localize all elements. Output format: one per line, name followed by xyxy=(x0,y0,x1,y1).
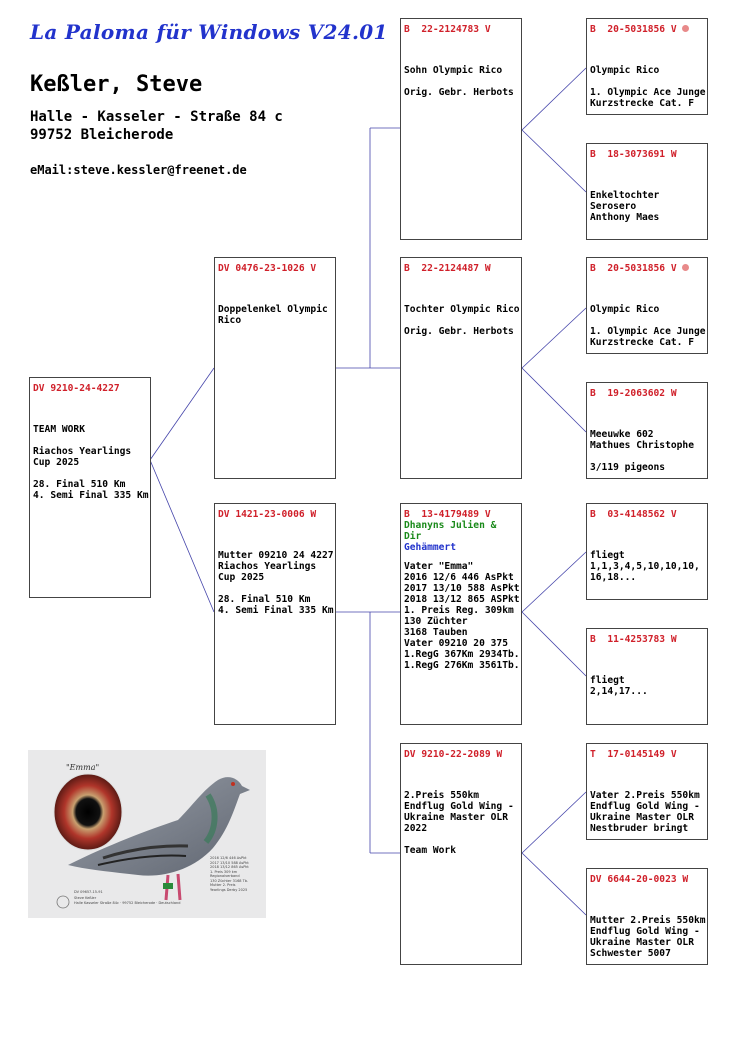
breeder-note: Gehämmert xyxy=(404,542,456,553)
ring-number: B 22-2124783 V xyxy=(404,24,491,35)
pigeon-notes: fliegt 1,1,3,4,5,10,10,10, 16,18... xyxy=(590,550,700,583)
pigeon-notes: Enkeltochter Serosero Anthony Maes xyxy=(590,190,660,223)
pigeon-card-mmf[interactable] xyxy=(586,743,708,840)
ring-number: B 20-5031856 V xyxy=(590,263,704,274)
pigeon-card-main[interactable] xyxy=(29,377,151,598)
pigeon-card-fmm[interactable] xyxy=(586,382,708,479)
pigeon-card-fm[interactable] xyxy=(400,257,522,479)
pigeon-notes: TEAM WORK Riachos Yearlings Cup 2025 28. Final 510 Km 4. Semi Final 335 Km xyxy=(33,424,149,501)
pigeon-notes: Mutter 09210 24 4227 Riachos Yearlings Cup 2025 28. Final 510 Km 4. Semi Final 335 Km xyxy=(218,550,334,616)
pigeon-card-mmm[interactable] xyxy=(586,868,708,965)
pigeon-card-mf[interactable] xyxy=(400,503,522,725)
pigeon-illustration xyxy=(28,750,266,918)
photo-caption: "Emma" xyxy=(66,763,100,772)
pigeon-photo xyxy=(28,750,266,918)
photo-ring: DV 09657-15-91 xyxy=(74,890,103,894)
ring-number: B 13-4179489 V xyxy=(404,509,491,520)
pigeon-notes: Vater 2.Preis 550km Endflug Gold Wing - Ukraine Master OLR Nestbruder bringt xyxy=(590,790,700,834)
ring-number: B 19-2063602 W xyxy=(590,388,677,399)
app-title: La Paloma für Windows V24.01 xyxy=(30,20,388,44)
pigeon-card-ffm[interactable] xyxy=(586,143,708,240)
pigeon-card-mfm[interactable] xyxy=(586,628,708,725)
pigeon-card-father[interactable] xyxy=(214,257,336,479)
photo-side-text: 2016 12/6 446 AsPkt 2017 13/10 588 AsPkt 2018 13/12 865 AsPkt 1. Preis 309 km Regionalverband 130 Züchter 3168 Tb. Mutter 2. Preis Yearlings Derby 2025 xyxy=(210,856,249,892)
ring-number: DV 9210-22-2089 W xyxy=(404,749,503,760)
pigeon-notes: Tochter Olympic Rico Orig. Gebr. Herbots xyxy=(404,304,520,337)
breeder-name: Dhanyns Julien & Dir xyxy=(404,520,497,542)
ring-number: B 22-2124487 W xyxy=(404,263,491,274)
pigeon-notes: Vater "Emma" 2016 12/6 446 AsPkt 2017 13/10 588 AsPkt 2018 13/12 865 ASPkt 1. Preis Reg. 309km 130 Züchter 3168 Tauben Vater 09210 20 375 1.RegG 367Km 2934Tb. 1.RegG 276Km 3561Tb. xyxy=(404,561,520,671)
owner-email: eMail:steve.kessler@freenet.de xyxy=(30,163,247,177)
photo-address: Halle Kasseler Straße 84c · 99752 Bleicherode · Deutschland xyxy=(74,901,181,905)
pigeon-notes: 2.Preis 550km Endflug Gold Wing - Ukraine Master OLR 2022 Team Work xyxy=(404,790,514,856)
pigeon-card-fff[interactable] xyxy=(586,18,708,115)
ring-number: T 17-0145149 V xyxy=(590,749,677,760)
pigeon-card-mm[interactable] xyxy=(400,743,522,965)
ring-number: B 03-4148562 V xyxy=(590,509,677,520)
pigeon-notes: Doppelenkel Olympic Rico xyxy=(218,304,328,326)
pigeon-notes: Olympic Rico 1. Olympic Ace Junge Kurzstrecke Cat. F xyxy=(590,65,706,109)
pigeon-notes: Meeuwke 602 Mathues Christophe 3/119 pigeons xyxy=(590,429,694,473)
pigeon-card-mff[interactable] xyxy=(586,503,708,600)
photo-owner: Steve Keßler xyxy=(74,896,97,900)
ring-number: DV 1421-23-0006 W xyxy=(218,509,317,520)
ring-number: DV 6644-20-0023 W xyxy=(590,874,689,885)
owner-name: Keßler, Steve xyxy=(30,72,203,97)
owner-address-street: Halle - Kasseler - Straße 84 c xyxy=(30,109,283,125)
marker-dot-icon xyxy=(682,25,689,32)
owner-address-city: 99752 Bleicherode xyxy=(30,127,174,143)
pigeon-notes: Mutter 2.Preis 550km Endflug Gold Wing - Ukraine Master OLR Schwester 5007 xyxy=(590,915,706,959)
pigeon-notes: Sohn Olympic Rico Orig. Gebr. Herbots xyxy=(404,65,514,98)
ring-number: DV 9210-24-4227 xyxy=(33,383,120,394)
ring-number: B 20-5031856 V xyxy=(590,24,704,35)
ring-number: B 11-4253783 W xyxy=(590,634,677,645)
pigeon-card-ff[interactable] xyxy=(400,18,522,240)
ring-number: DV 0476-23-1026 V xyxy=(218,263,317,274)
pigeon-notes: fliegt 2,14,17... xyxy=(590,675,648,697)
ring-number: B 18-3073691 W xyxy=(590,149,677,160)
marker-dot-icon xyxy=(682,264,689,271)
pigeon-card-mother[interactable] xyxy=(214,503,336,725)
pigeon-card-fmf[interactable] xyxy=(586,257,708,354)
pigeon-notes: Olympic Rico 1. Olympic Ace Junge Kurzstrecke Cat. F xyxy=(590,304,706,348)
